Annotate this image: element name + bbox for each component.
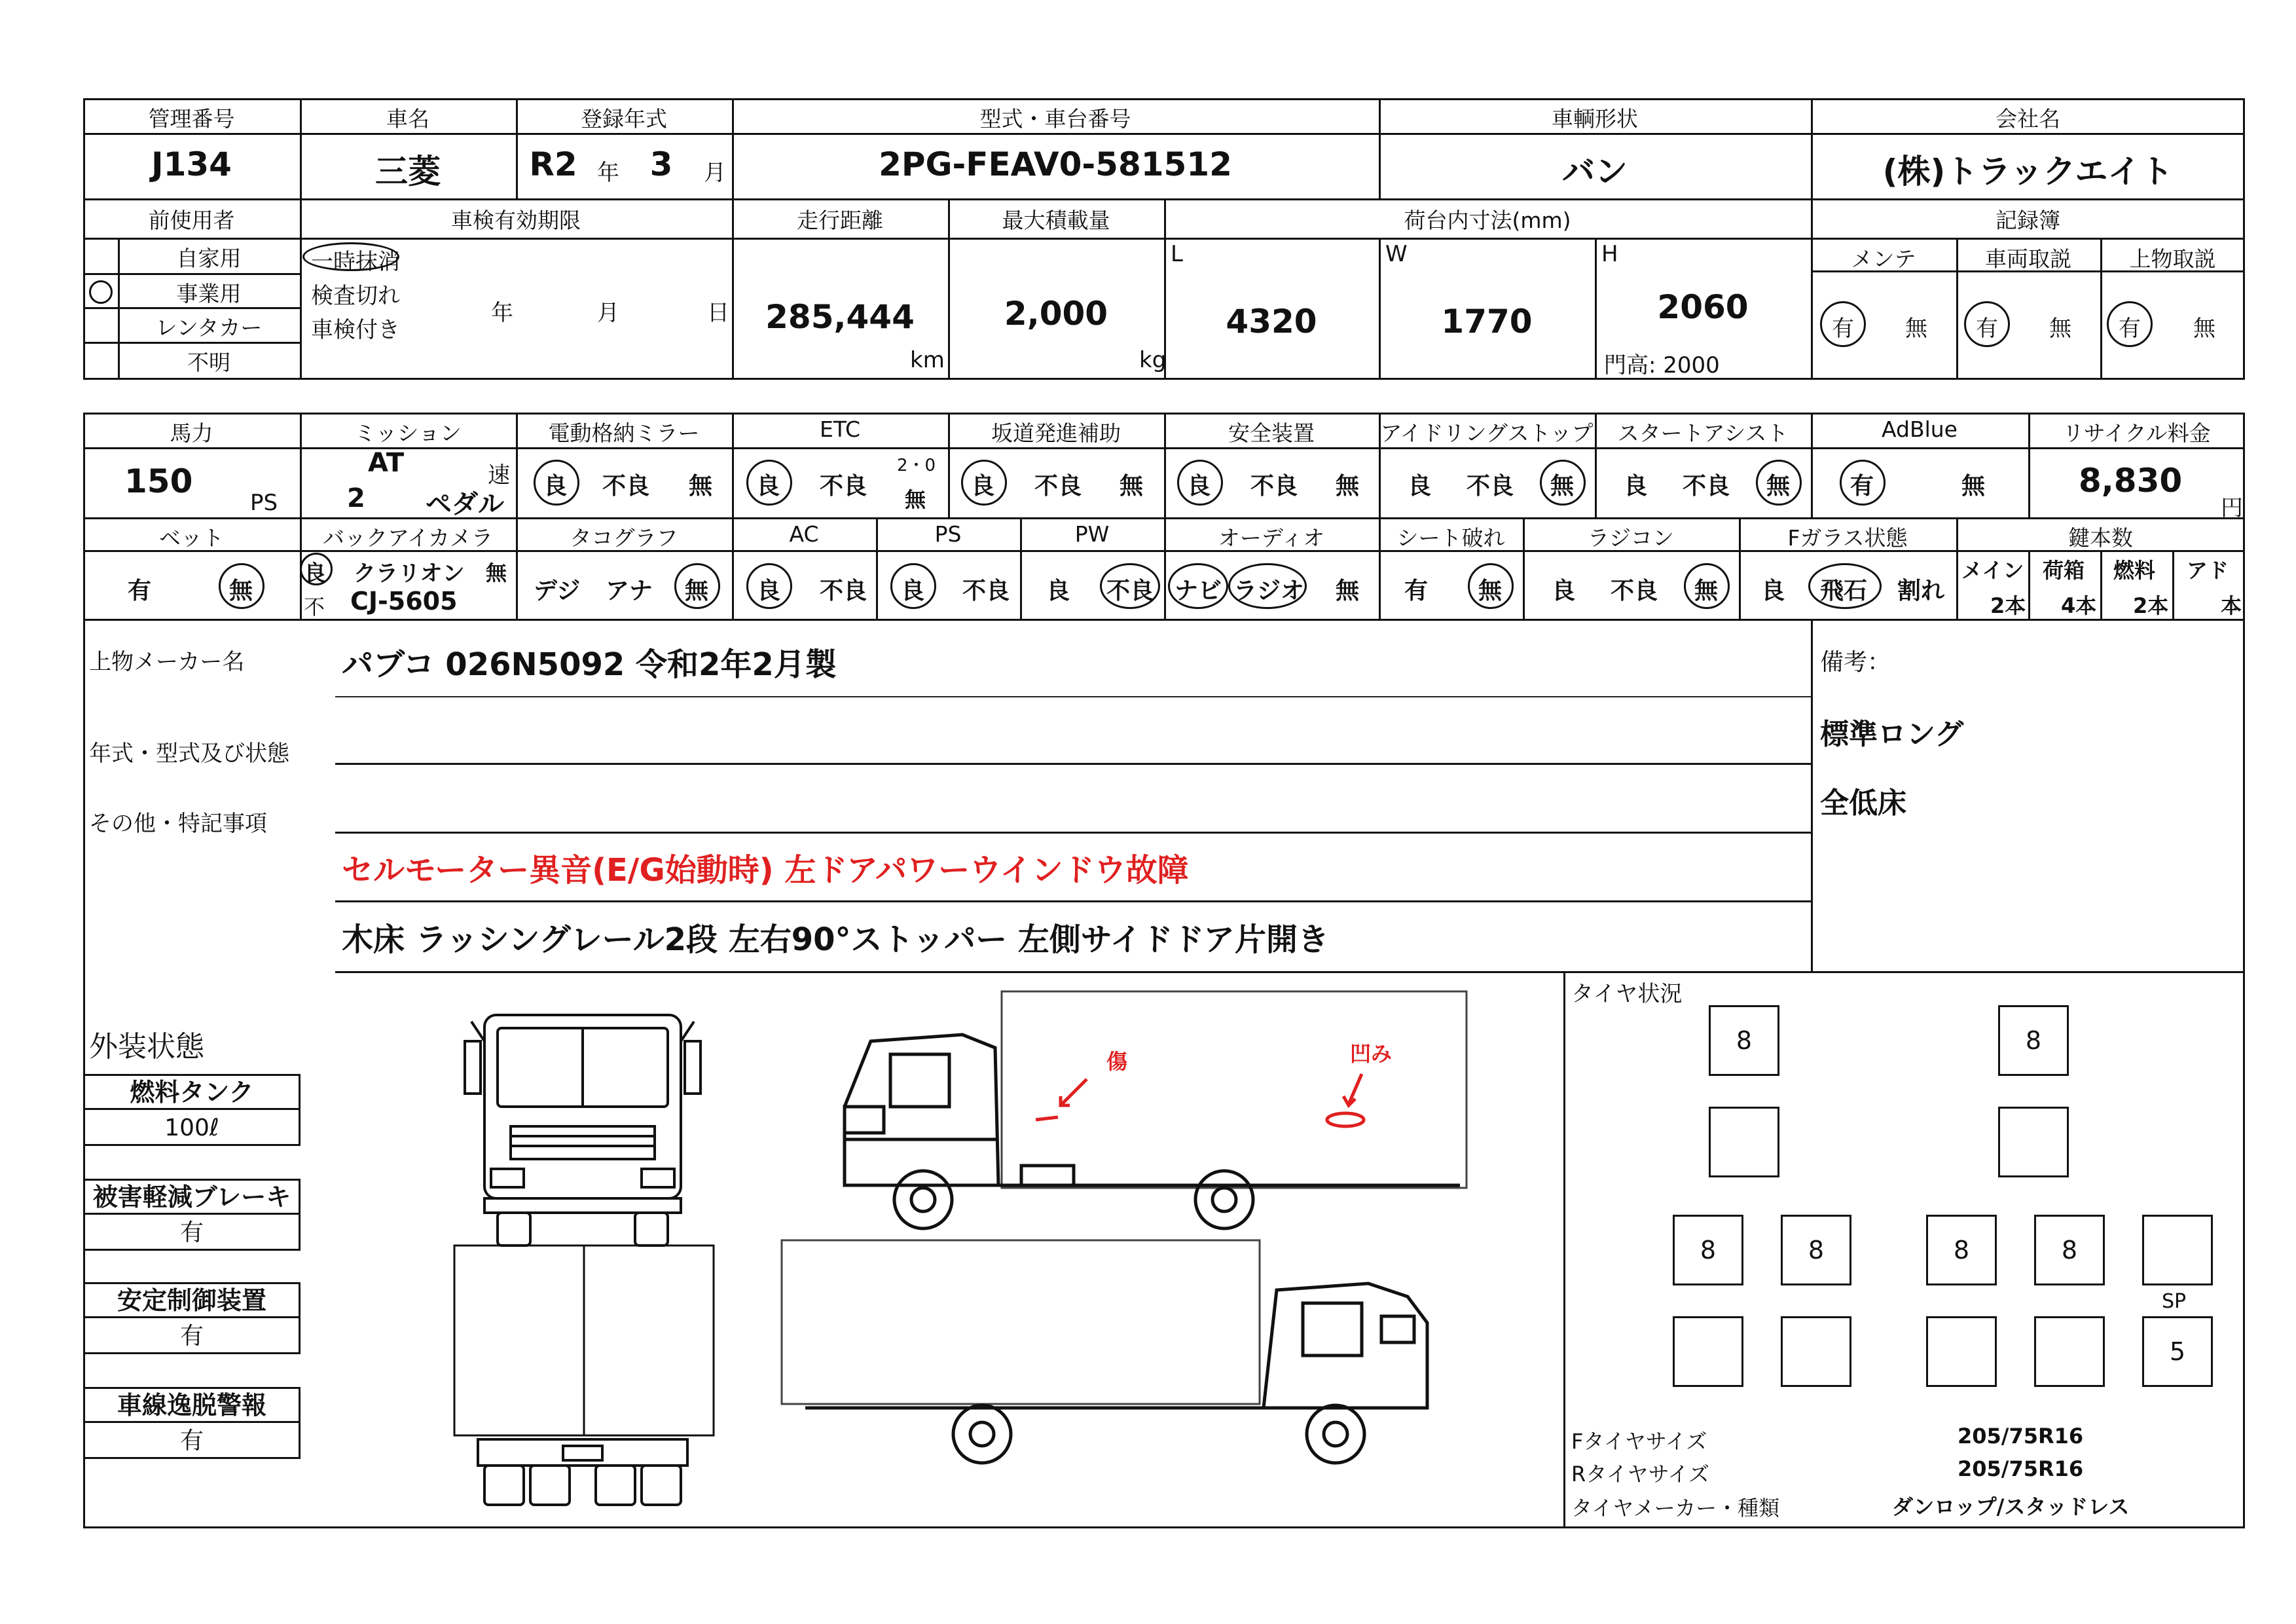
etc-bad: 不良 <box>820 473 867 500</box>
header-pw: PW <box>1074 521 1110 547</box>
adblue-have: 有 <box>1850 473 1874 500</box>
camera-brand: クラリオン <box>354 561 465 587</box>
reg-month: 3 <box>649 145 673 183</box>
exterior-title: 外装状態 <box>89 1030 204 1063</box>
tire-blank-4 <box>2034 1316 2105 1387</box>
idle-good: 良 <box>1408 473 1432 500</box>
tire-front-left-blank <box>1709 1107 1779 1177</box>
fuel-tank-value: 100ℓ <box>164 1115 219 1141</box>
key-main-count: 2本 <box>1990 593 2026 618</box>
header-safety: 安全装置 <box>1228 420 1315 446</box>
remark-low-floor: 全低床 <box>1820 786 1906 820</box>
hill-bad: 不良 <box>1034 473 1082 500</box>
bed-have: 有 <box>128 578 152 604</box>
recycle-value: 8,830 <box>2079 462 2183 500</box>
radiocon-good: 良 <box>1552 578 1576 604</box>
collision-brake-label: 被害軽減ブレーキ <box>85 1181 299 1215</box>
defect-notes: セルモーター異音(E/G始動時) 左ドアパワーウインドウ故障 <box>342 852 1189 889</box>
tacho-none: 無 <box>685 578 709 604</box>
tire-front-left: 8 <box>1709 1005 1779 1076</box>
header-ac: AC <box>789 521 819 547</box>
header-reg-year: 登録年式 <box>581 106 667 132</box>
fglass-crack: 割れ <box>1897 578 1945 604</box>
truck-side-left-diagram <box>779 1238 1447 1486</box>
ps-bad: 不良 <box>962 578 1010 604</box>
mirror-none: 無 <box>689 473 713 500</box>
length-label: L <box>1171 241 1183 267</box>
mgmt-no: J134 <box>151 145 232 183</box>
header-prev-user: 前使用者 <box>148 208 235 233</box>
lane-departure-box <box>83 1387 301 1459</box>
header-cargo-dims: 荷台内寸法(mm) <box>1404 208 1571 233</box>
width-value: 1770 <box>1441 303 1533 341</box>
audio-radio: ラジオ <box>1233 578 1305 604</box>
header-radio-control: ラジコン <box>1588 525 1674 551</box>
max-load-value: 2,000 <box>1004 295 1108 333</box>
tire-spare: 5 <box>2142 1316 2213 1387</box>
record-body-manual: 上物取説 <box>2129 246 2216 272</box>
inspection-valid: 車検付き <box>311 317 400 343</box>
header-mgmt-no: 管理番号 <box>148 106 235 132</box>
truck-side-right-diagram <box>831 989 1473 1238</box>
damage-dent-label: 凹み <box>1350 1041 1393 1066</box>
header-idle-stop: アイドリングストップ <box>1380 420 1594 446</box>
body-maker-info: パブコ 026N5092 令和2年2月製 <box>342 646 837 683</box>
header-start-assist: スタートアシスト <box>1617 420 1789 446</box>
record-vehicle-manual: 車両取説 <box>1985 246 2071 272</box>
mission-pedal: ペダル <box>426 489 504 519</box>
bmanual-none: 無 <box>2193 316 2215 342</box>
header-inspection: 車検有効期限 <box>451 208 581 233</box>
key-fuel-count: 2本 <box>2133 593 2169 618</box>
year-model-label: 年式・型式及び状態 <box>89 741 289 767</box>
collision-brake-box <box>83 1179 301 1251</box>
key-box-label: 荷箱 <box>2043 558 2085 583</box>
f-tire-size-label: Fタイヤサイズ <box>1571 1429 1707 1454</box>
camera-none: 無 <box>486 561 507 585</box>
header-body-shape: 車輌形状 <box>1552 106 1638 132</box>
tire-extra-right <box>2142 1215 2213 1285</box>
header-recycle: リサイクル料金 <box>2062 420 2211 446</box>
reg-year-unit: 年 <box>597 160 619 186</box>
bed-none: 無 <box>229 578 253 604</box>
header-adblue: AdBlue <box>1882 416 1958 442</box>
r-tire-size: 205/75R16 <box>1958 1456 2084 1481</box>
vmanual-none: 無 <box>2049 316 2071 342</box>
mileage-unit: km <box>910 347 945 373</box>
recycle-unit: 円 <box>2221 495 2243 521</box>
mission-2: 2 <box>347 483 365 513</box>
idle-bad: 不良 <box>1467 473 1514 500</box>
reg-era: R2 <box>529 145 577 183</box>
start-bad: 不良 <box>1683 473 1730 500</box>
adblue-none: 無 <box>1961 473 1986 500</box>
business-selected-mark <box>89 280 113 304</box>
record-maintenance: メンテ <box>1851 246 1916 272</box>
mileage-value: 285,444 <box>765 298 915 336</box>
stability-control-value: 有 <box>179 1323 204 1350</box>
camera-bad: 不 <box>304 595 325 619</box>
header-bed: ベット <box>159 525 224 551</box>
header-company: 会社名 <box>1995 106 2060 132</box>
etc-none: 無 <box>905 487 926 512</box>
remark-standard-long: 標準ロング <box>1820 718 1964 751</box>
remarks-label: 備考： <box>1820 649 1891 676</box>
tacho-digi: デジ <box>534 578 581 604</box>
etc-note: 2・0 <box>897 456 936 475</box>
reg-month-unit: 月 <box>704 160 726 186</box>
inspection-expired: 検査切れ <box>311 283 400 309</box>
prev-user-private: 自家用 <box>176 246 242 271</box>
prev-user-rental: レンタカー <box>155 315 263 341</box>
equipment-notes: 木床 ラッシングレール2段 左右90°ストッパー 左側サイドドア片開き <box>342 921 1330 958</box>
truck-rear-diagram <box>452 1243 720 1511</box>
height-value: 2060 <box>1657 288 1749 326</box>
header-mission: ミッション <box>354 420 462 446</box>
header-etc: ETC <box>819 416 861 442</box>
key-ad-count: 本 <box>2221 593 2242 618</box>
inspection-deregistered: 一時抹消 <box>311 249 400 275</box>
tire-blank-3 <box>1926 1316 1997 1387</box>
ac-bad: 不良 <box>820 578 867 604</box>
fglass-chip: 飛石 <box>1820 578 1868 604</box>
header-car-name: 車名 <box>386 106 429 132</box>
ac-good: 良 <box>757 578 781 604</box>
hill-none: 無 <box>1120 473 1144 500</box>
maker-label: 上物メーカー名 <box>89 649 245 675</box>
ps-good: 良 <box>901 578 925 604</box>
mirror-good: 良 <box>543 473 568 500</box>
maint-none: 無 <box>1905 316 1927 342</box>
length-value: 4320 <box>1226 303 1317 341</box>
safety-bad: 不良 <box>1250 473 1298 500</box>
stability-control-box <box>83 1282 301 1354</box>
header-tachograph: タコグラフ <box>570 525 678 551</box>
key-ad-label: アド <box>2187 558 2229 583</box>
lane-departure-label: 車線逸脱警報 <box>85 1389 299 1423</box>
lane-departure-value: 有 <box>179 1428 204 1454</box>
vmanual-have: 有 <box>1976 316 1998 342</box>
header-mileage: 走行距離 <box>797 208 883 233</box>
bmanual-have: 有 <box>2119 316 2141 342</box>
camera-model: CJ-5605 <box>350 587 458 616</box>
other-label: その他・特記事項 <box>89 811 267 837</box>
key-fuel-label: 燃料 <box>2113 558 2156 583</box>
tacho-ana: アナ <box>606 578 653 604</box>
radiocon-none: 無 <box>1694 578 1719 604</box>
mission-at: AT <box>368 448 405 478</box>
header-audio: オーディオ <box>1218 525 1325 551</box>
tire-rear-outer-right: 8 <box>2034 1215 2105 1285</box>
start-good: 良 <box>1624 473 1648 500</box>
idle-none: 無 <box>1550 473 1575 500</box>
mirror-bad: 不良 <box>602 473 650 500</box>
hp-unit: PS <box>250 490 278 516</box>
height-label: H <box>1601 241 1618 267</box>
header-hp: 馬力 <box>170 420 213 446</box>
tire-front-right-blank <box>1998 1107 2069 1177</box>
header-keys: 鍵本数 <box>2068 525 2133 551</box>
inspection-year-unit: 年 <box>491 300 513 326</box>
model-chassis: 2PG-FEAV0-581512 <box>879 145 1232 183</box>
width-label: W <box>1385 241 1408 267</box>
pw-good: 良 <box>1046 578 1070 604</box>
prev-user-business: 事業用 <box>176 281 242 306</box>
car-name: 三菱 <box>375 153 441 191</box>
tires-title: タイヤ状況 <box>1571 981 1683 1007</box>
truck-front-diagram <box>445 1002 720 1251</box>
hill-good: 良 <box>971 473 995 500</box>
audio-navi: ナビ <box>1175 578 1222 604</box>
inspection-day-unit: 日 <box>707 300 729 326</box>
deregistered-circle <box>302 242 399 271</box>
fuel-tank-box <box>83 1074 301 1146</box>
tire-rear-inner-right: 8 <box>1926 1215 1997 1285</box>
damage-scratch-label: 傷 <box>1106 1049 1128 1074</box>
gate-height: 門高: 2000 <box>1604 352 1720 378</box>
spare-label: SP <box>2162 1290 2187 1313</box>
company-name: (株)トラックエイト <box>1882 153 2174 191</box>
start-none: 無 <box>1766 473 1791 500</box>
radiocon-bad: 不良 <box>1611 578 1658 604</box>
seat-have: 有 <box>1404 578 1429 604</box>
f-tire-size: 205/75R16 <box>1958 1424 2084 1449</box>
header-back-camera: バックアイカメラ <box>322 525 494 551</box>
stability-control-label: 安定制御装置 <box>85 1284 299 1318</box>
collision-brake-value: 有 <box>179 1219 204 1246</box>
tire-rear-inner-left: 8 <box>1781 1215 1851 1285</box>
header-fglass: Fガラス状態 <box>1787 525 1908 551</box>
key-main-label: メイン <box>1961 558 2024 583</box>
etc-good: 良 <box>756 473 780 500</box>
max-load-unit: kg <box>1139 347 1167 373</box>
prev-user-unknown: 不明 <box>187 350 230 375</box>
key-box-count: 4本 <box>2061 593 2097 618</box>
header-seat-tear: シート破れ <box>1396 525 1505 551</box>
header-max-load: 最大積載量 <box>1002 208 1110 233</box>
tire-maker: ダンロップ/スタッドレス <box>1892 1494 2130 1519</box>
header-mirror: 電動格納ミラー <box>548 420 700 446</box>
header-records: 記録簿 <box>1995 208 2060 233</box>
header-ps: PS <box>934 521 962 547</box>
r-tire-size-label: Rタイヤサイズ <box>1571 1462 1710 1486</box>
body-shape: バン <box>1562 153 1628 191</box>
safety-good: 良 <box>1187 473 1211 500</box>
tire-rear-outer-left: 8 <box>1673 1215 1743 1285</box>
maint-have: 有 <box>1832 316 1854 342</box>
fglass-good: 良 <box>1761 578 1785 604</box>
tire-blank-1 <box>1673 1316 1743 1387</box>
header-hill-assist: 坂道発進補助 <box>991 420 1121 446</box>
header-model-chassis: 型式・車台番号 <box>979 106 1131 132</box>
tire-maker-label: タイヤメーカー・種類 <box>1571 1496 1780 1521</box>
mission-speed: 速 <box>488 462 510 489</box>
seat-none: 無 <box>1478 578 1503 604</box>
audio-none: 無 <box>1336 578 1360 604</box>
safety-none: 無 <box>1336 473 1360 500</box>
tire-blank-2 <box>1781 1316 1851 1387</box>
tire-front-right: 8 <box>1998 1005 2069 1076</box>
fuel-tank-label: 燃料タンク <box>85 1076 299 1110</box>
camera-good: 良 <box>304 561 326 587</box>
pw-bad: 不良 <box>1106 578 1154 604</box>
hp-value: 150 <box>124 462 193 500</box>
inspection-month-unit: 月 <box>597 300 619 326</box>
